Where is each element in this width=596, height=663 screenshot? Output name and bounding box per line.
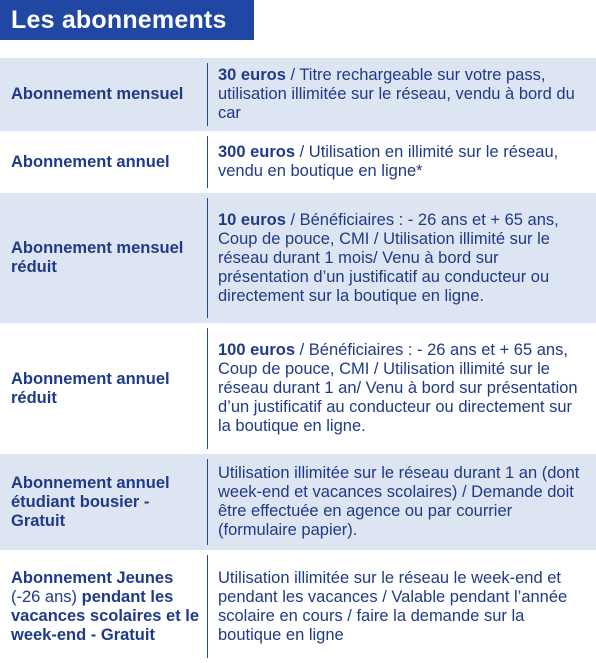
row-text: Utilisation illimitée sur le réseau durant 1 an (dont week-end et vacances scolaires) / Demande doit être effectuée en agence ou par courrier (formulaire papier). [218,464,580,539]
row-label: Abonnement mensuel réduit [11,239,184,276]
row-label-part1: Abonnement Jeunes [11,568,174,587]
row-description [207,63,596,126]
row-text: / Utilisation en illimité sur le réseau, vendu en boutique en ligne* [218,143,559,180]
row-description [207,198,596,318]
row-text: / Bénéficiaires : - 26 ans et + 65 ans, Coup de pouce, CMI / Utilisation illimité sur le réseau durant 1 an/ Venu à bord sur présentation d’un justificatif au conducteur ou directement sur la boutique en ligne. [218,341,578,435]
row-label: Abonnement mensuel [11,85,184,103]
row-label-part3: pendant les vacances scolaires et le week-end - Gratuit [11,587,200,644]
page-title: Les abonnements [0,0,254,40]
row-label: Abonnement annuel étudiant bousier - Gratuit [11,473,170,530]
row-price: 100 euros [218,341,296,359]
row-label-part2: (-26 ans) [11,587,78,606]
row-label [0,550,207,663]
table-row [0,193,596,323]
table-row [0,550,596,663]
row-description [207,459,596,545]
table-row [0,131,596,193]
row-description [207,136,596,188]
row-price: 300 euros [218,143,296,161]
table-row [0,454,596,550]
row-text: / Titre rechargeable sur votre pass, utilisation illimitée sur le réseau, vendu à bord du car [218,66,575,122]
table-row [0,323,596,454]
table-row [0,58,596,131]
row-description [207,555,596,658]
row-text: Utilisation illimitée sur le réseau le week-end et pendant les vacances / Valable pendant l’année scolaire en cours / faire la demande sur la boutique en ligne [218,568,568,644]
row-text: / Bénéficiaires : - 26 ans et + 65 ans, Coup de pouce, CMI / Utilisation illimité sur le réseau durant 1 mois/ Venu à bord sur présentation d’un justificatif au conducteur ou directement sur la boutique en ligne. [218,210,559,305]
row-price: 10 euros [218,210,286,229]
subscriptions-table [0,58,596,663]
row-description [207,328,596,449]
row-label: Abonnement annuel [11,152,170,171]
row-price: 30 euros [218,66,286,84]
row-label: Abonnement annuel réduit [11,369,170,407]
